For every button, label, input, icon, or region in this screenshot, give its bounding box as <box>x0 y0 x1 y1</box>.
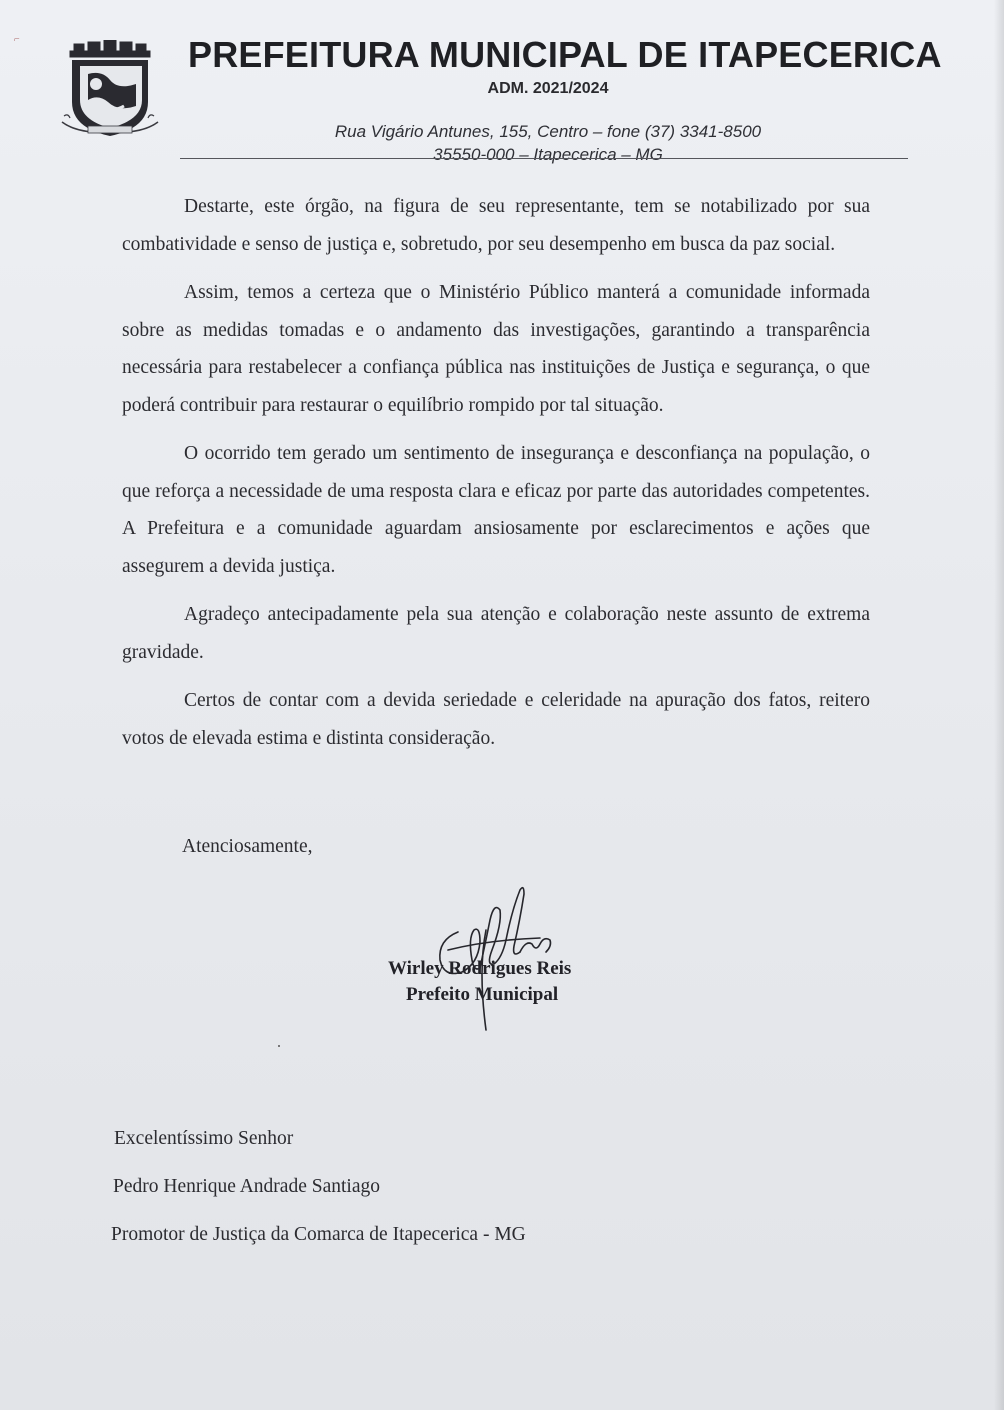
letterhead-administration: ADM. 2021/2024 <box>487 80 609 97</box>
body-paragraph-4: Agradeço antecipadamente pela sua atenção e colaboração neste assunto de extrema gravidade. <box>122 604 870 663</box>
addressee-salutation: Excelentíssimo Senhor <box>114 1128 294 1149</box>
letterhead-address-line-2: 35550-000 – Itapecerica – MG <box>433 145 663 164</box>
page-edge-shadow <box>994 0 1004 1410</box>
signatory-name: Wirley Rodrigues Reis <box>388 958 572 979</box>
body-paragraph-1: Destarte, este órgão, na figura de seu representante, tem se notabilizado por sua combatividade e senso de justiça e, sobretudo, por seu desempenho em busca da paz social. <box>122 196 870 255</box>
handwritten-signature-icon <box>428 880 558 1035</box>
body-paragraph-2: Assim, temos a certeza que o Ministério Público manterá a comunidade informada sobre as medidas tomadas e o andamento das investigações, garantindo a transparência necessária para restabelecer a confiança pública nas instituições de Justiça e segurança, o que poderá contribuir para restaurar o equilíbrio rompido por tal situação. <box>122 282 870 416</box>
addressee-name: Pedro Henrique Andrade Santiago <box>113 1176 380 1197</box>
letterhead-divider <box>180 158 908 159</box>
body-paragraph-3: O ocorrido tem gerado um sentimento de insegurança e desconfiança na população, o que reforça a necessidade de uma resposta clara e eficaz por parte das autoridades competentes. A Prefeitura e a comunidade aguardam ansiosamente por esclarecimentos e ações que assegurem a devida justiça. <box>122 443 870 577</box>
corner-mark-icon: ⌐ <box>14 34 20 45</box>
signatory-role: Prefeito Municipal <box>406 984 559 1005</box>
body-paragraph-5: Certos de contar com a devida seriedade e celeridade na apuração dos fatos, reitero votos de elevada estima e distinta consideração. <box>122 690 870 749</box>
addressee-title: Promotor de Justiça da Comarca de Itapecerica - MG <box>111 1224 526 1245</box>
letterhead-address-line-1: Rua Vigário Antunes, 155, Centro – fone (37) 3341-8500 <box>334 122 762 141</box>
municipal-crest-icon <box>58 40 162 140</box>
stray-dot <box>278 1045 280 1047</box>
letterhead-title: PREFEITURA MUNICIPAL DE ITAPECERICA <box>188 34 942 75</box>
closing-salutation: Atenciosamente, <box>182 836 313 857</box>
letter-body <box>122 188 870 768</box>
